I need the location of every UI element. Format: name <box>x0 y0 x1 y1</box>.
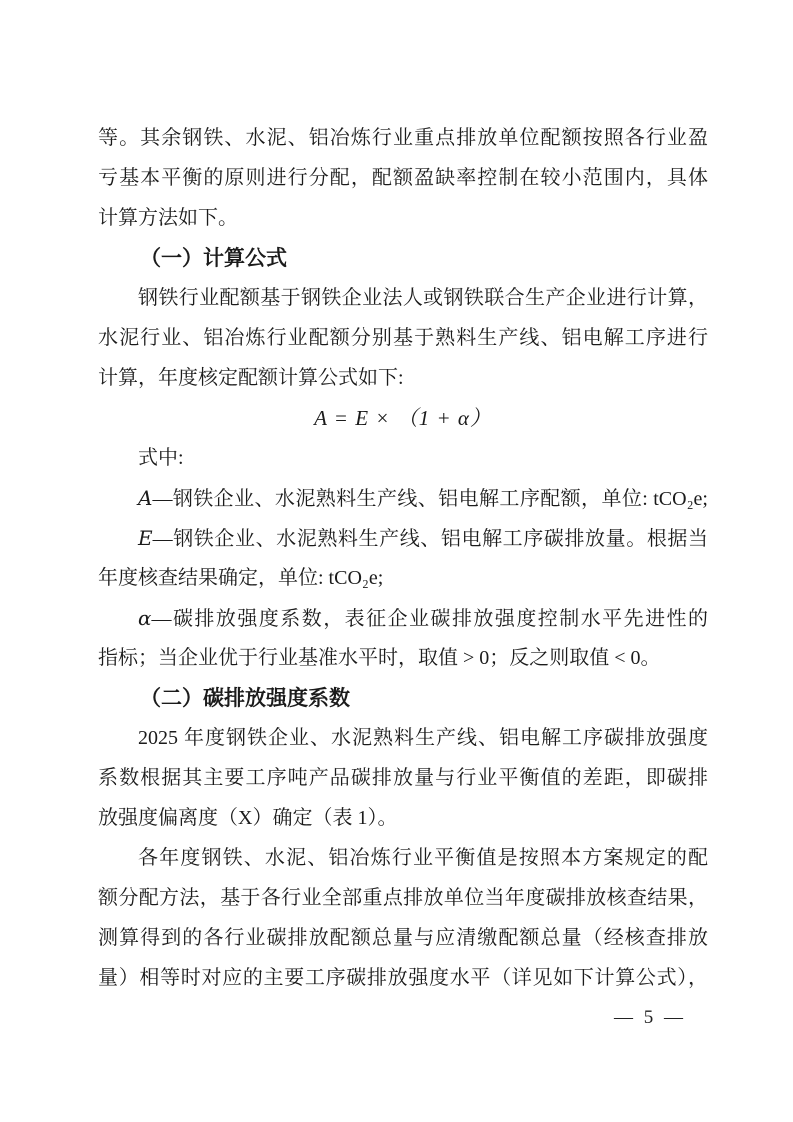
body-text-line <box>98 518 708 558</box>
body-text-line: 年度核查结果确定，单位: tCO₂e; <box>98 567 384 589</box>
body-text-line: 各年度钢铁、水泥、铝冶炼行业平衡值是按照本方案规定的配 <box>138 847 708 869</box>
document-body <box>98 118 708 1038</box>
body-text-line: 测算得到的各行业碳排放配额总量与应清缴配额总量（经核查排放 <box>98 927 708 949</box>
page-number: — 5 — <box>614 1007 686 1028</box>
line-text: —钢铁企业、水泥熟料生产线、铝电解工序配额，单位: tCO₂e; <box>152 488 708 510</box>
body-text-line: 计算，年度核定配额计算公式如下: <box>98 367 404 389</box>
section-heading: （二）碳排放强度系数 <box>140 686 350 710</box>
formula: A = E × （1 + α） <box>314 406 492 430</box>
body-text-line: 钢铁行业配额基于钢铁企业法人或钢铁联合生产企业进行计算， <box>138 287 708 309</box>
math-variable: A <box>138 486 153 510</box>
body-text-line <box>98 478 708 518</box>
body-text-line <box>98 598 708 638</box>
body-text-line: 量）相等时对应的主要工序碳排放强度水平（详见如下计算公式）， <box>98 967 708 989</box>
line-text: —碳排放强度系数，表征企业碳排放强度控制水平先进性的 <box>151 608 708 630</box>
body-text-line: 亏基本平衡的原则进行分配，配额盈缺率控制在较小范围内，具体 <box>98 167 708 189</box>
body-text-line: 系数根据其主要工序吨产品碳排放量与行业平衡值的差距，即碳排 <box>98 767 708 789</box>
body-text-line: 等。其余钢铁、水泥、铝冶炼行业重点排放单位配额按照各行业盈 <box>98 127 708 149</box>
body-text-line: 水泥行业、铝冶炼行业配额分别基于熟料生产线、铝电解工序进行 <box>98 327 708 349</box>
body-text-line: 式中: <box>138 447 184 469</box>
math-variable: E <box>138 526 153 550</box>
section-heading: （一）计算公式 <box>140 246 287 270</box>
body-text-line: 指标；当企业优于行业基准水平时，取值 > 0；反之则取值 < 0。 <box>98 647 661 669</box>
body-text-line: 2025 年度钢铁企业、水泥熟料生产线、铝电解工序碳排放强度 <box>138 727 708 749</box>
body-text-line: 计算方法如下。 <box>98 207 238 229</box>
math-variable: α <box>138 606 152 630</box>
body-text-line: 放强度偏离度（X）确定（表 1）。 <box>98 807 398 829</box>
body-text-line: 额分配方法，基于各行业全部重点排放单位当年度碳排放核查结果， <box>98 887 708 909</box>
line-text: —钢铁企业、水泥熟料生产线、铝电解工序碳排放量。根据当 <box>152 528 708 550</box>
